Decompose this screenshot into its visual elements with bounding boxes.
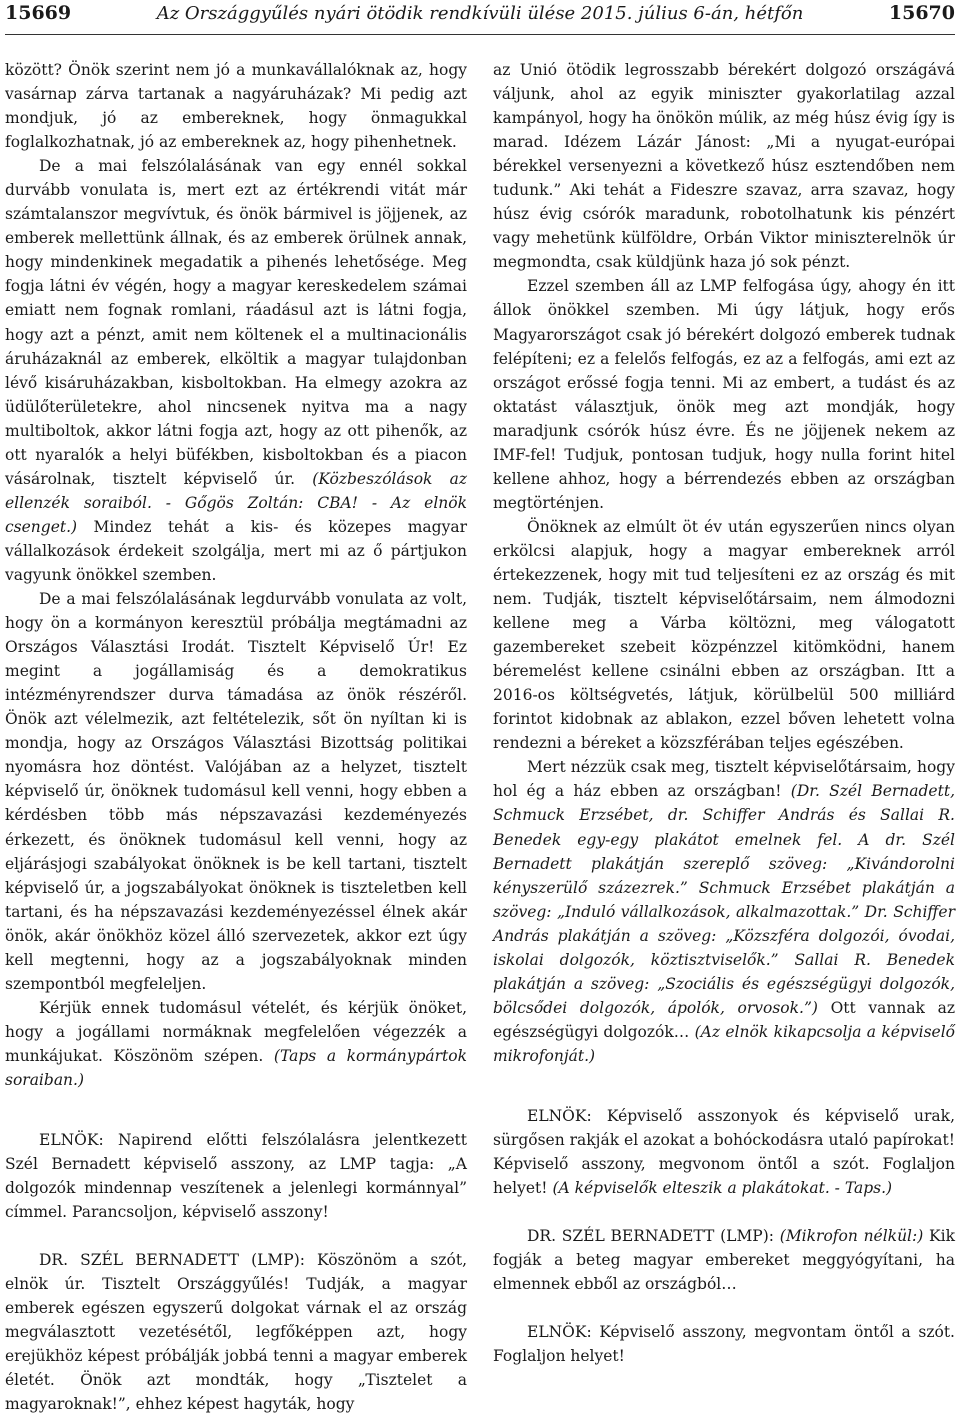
paragraph — [5, 996, 467, 1092]
paragraph-text: De a mai felszólalásának van egy ennél sokkal durvább vonulata is, mert ezt az értékrendi vitát már számtalanszor megvívtuk, és önök bármivel is jöjjenek, az emberek mellettünk állnak, és az emberek örülnek annak, hogy mindenkinek megadatik a pihenés lehetősége. Meg fogja látni év végén, hogy a magyar kereskedelem számai emiatt nem fognak romlani, ráadásul azt is látni fogja, hogy azt a pénzt, amit nem költenek el a multinacionális áruházaknál az emberek, elköltik a magyar tulajdonban lévő kisáruházakban, kisboltokban. Ha elmegy azokra az üdülőterületekre, ahol nincsenek nyitva ma a nagy multiboltok, akkor látni fogja azt, hogy az ott pihenők, az ott nyaralók a helyi büfékben, kisboltokban és a piacon vásárolnak, tisztelt képviselő úr. — [5, 157, 467, 488]
paragraph: Önöknek az elmúlt öt év után egyszerűen nincs olyan erkölcsi alapjuk, hogy a magyar embereknek arról értekezzenek, hogy mit tud teljesíteni ez az ország és mit nem. Tudják, tisztelt képviselőtársaim, nem álmodozni kellene meg a Várba költözni, meg válogatott gazembereket szebeit közpénzzel kitömködni, hanem béremelést kellene csinálni ebben az országban. Itt a 2016-os költségvetés, látjuk, körülbelül 500 milliárd forintot kidobnak az ablakon, ezzel bőven lehetett volna rendezni a béreket a közszférában teljes egészében. — [493, 517, 955, 753]
paragraph: Ezzel szemben áll az LMP felfogása úgy, ahogy én itt állok önökkel szemben. Mi úgy látjuk, hogy erős Magyarországot csak jó bérekért dolgozó emberek tudnak felépíteni; ez a felelős felfogás, ez az a felfogás, ami ezt az országot erőssé fogja tenni. Mi az embert, a tudást és az oktatást választjuk, önök meg azt mondják, hogy maradjunk csórók húsz évre. És ne jöjjenek nekem az IMF-fel! Tudjuk, pontosan tudjuk, hogy nulla forint hitel kellene ahhoz, hogy a bérrendezés ebben az országban megtörténjen. — [493, 277, 955, 512]
paragraph — [493, 755, 955, 1068]
interjection: (A képviselők elteszik a plakátokat. - Taps.) — [552, 1179, 893, 1198]
running-title: Az Országgyűlés nyári ötödik rendkívüli ülése 2015. július 6-án, hétfőn — [156, 3, 804, 24]
page-number-left: 15669 — [5, 2, 72, 24]
chair-statement: ELNÖK: Napirend előtti felszólalásra jelentkezett Szél Bernadett képviselő asszony, az LMP tagja: „A dolgozók mindennap veszítenek a jelenlegi kormánnyal” címmel. Parancsoljon, képviselő asszony! — [5, 1131, 467, 1222]
speaker-statement: DR. SZÉL BERNADETT (LMP): Köszönöm a szót, elnök úr. Tisztelt Országgyűlés! Tudják, a magyar emberek egészen egyszerű dolgokat várnak el az ország megválasztott vezetésétől, legfőképpen azt, hogy erejükhöz képest próbálják jobbá tenni a magyar emberek életét. Önök azt mondták, hogy „Tisztelet a magyaroknak!”, ehhez képest hagyták, hogy — [5, 1251, 467, 1414]
speaker-statement — [493, 1224, 955, 1296]
paragraph — [5, 154, 467, 587]
header-rule — [5, 34, 955, 35]
left-column — [5, 58, 467, 1417]
right-column — [493, 58, 955, 1368]
paragraph-text: Mert nézzük csak meg, tisztelt képviselőtársaim, hogy hol ég a ház ebben az országban! — [493, 758, 955, 801]
paragraph-text: ELNÖK: Képviselő asszonyok és képviselő urak, sürgősen rakják el azokat a bohóckodásra utaló papírokat! Képviselő asszony, megvonom öntől a szót. Foglaljon helyet! — [493, 1106, 956, 1198]
chair-statement: ELNÖK: Képviselő asszony, megvontam öntől a szót. Foglaljon helyet! — [493, 1323, 955, 1366]
interjection: (Taps a kormánypártok soraiban.) — [5, 1046, 467, 1089]
interjection: (Közbeszólások az ellenzék soraiból. - Gőgös Zoltán: CBA! - Az elnök csenget.) — [5, 469, 467, 536]
paragraph-text: Kik fogják a beteg magyar embereket meggyógyítani, ha elmennek ebből az országból… — [493, 1227, 955, 1294]
speaker-name: DR. SZÉL BERNADETT (LMP): — [527, 1227, 775, 1246]
paragraph: az Unió ötödik legrosszabb bérekért dolgozó országává váljunk, ahol az egyik miniszter gyakorlatilag azzal kampányol, hogy ha önökön múlik, az még húsz évig így is marad. Idézem Lázár Jánost: „Mi a nyugat-európai bérekkel versenyezni a következő húsz esztendőben nem tudunk.” Aki tehát a Fideszre szavaz, arra szavaz, hogy húsz évig csórók maradunk, robotolhatunk kis pénzért vagy mehetünk külföldre, Orbán Viktor miniszterelnök úr megmondta, csak küldjünk haza jó sok pénzt. — [493, 61, 955, 272]
page-header — [0, 0, 960, 44]
page-number-right: 15670 — [888, 2, 955, 24]
interjection: (Az elnök kikapcsolja a képviselő mikrofonját.) — [493, 1022, 955, 1065]
paragraph: De a mai felszólalásának legdurvább vonulata az volt, hogy ön a kormányon keresztül próbálja megtámadni az Országos Választási Irodát. Tisztelt Képviselő Úr! Ez megint a jogállamiság és a demokratikus intézményrendszer durva támadása az önök részéről. Önök azt vélelmezik, azt feltételezik, sőt ön nyíltan ki is mondja, hogy az Országos Választási Bizottság politikai nyomásra hoz döntést. Valójában az a helyzet, tisztelt képviselő úr, önöknek tudomásul kell venni, hogy ebben a kérdésben több más népszavazási kezdeményezés érkezett, és önöknek tudomásul kell venni, hogy az eljárásjogi szabályokat önöknek is be kell tartani, tisztelt képviselő úr, a jogszabályokat önöknek is tiszteletben kell tartani, és ha népszavazási kezdeményezéssel élnek akár önök, akár önökhöz közel álló szervezetek, akkor ezt úgy kell megtenni, hogy az a jogszabályoknak minden szempontból megfeleljen. — [5, 590, 467, 993]
paragraph: között? Önök szerint nem jó a munkavállalóknak az, hogy vasárnap zárva tartanak a nagyáruházak? Mi pedig azt mondjuk, jó az embereknek, hogy önmagukkal foglalkozhatnak, jó az embereknek az, hogy pihenhetnek. — [5, 61, 467, 152]
interjection: (Dr. Szél Bernadett, Schmuck Erzsébet, dr. Schiffer András és Sallai R. Benedek egy-egy plakátot emelnek fel. A dr. Szél Bernadett plakátján szereplő szöveg: „Kivándorolni kényszerülő százezrek.” Schmuck Erzsébet plakátján a szöveg: „Induló vállalkozások, alkalmazottak.” Dr. Schiffer András plakátján a szöveg: „Közszféra dolgozói, óvodai, iskolai dolgozók, köztisztviselők.” Sallai R. Benedek plakátján a szöveg: „Szociális és egészségügyi dolgozók, bölcsődei dolgozók, ápolók, orvosok.”) — [493, 782, 955, 1017]
chair-statement — [493, 1104, 955, 1200]
paragraph-text: Kérjük ennek tudomásul vételét, és kérjük önöket, hogy a jogállami normáknak megfelelően végezzék a munkájukat. Köszönöm szépen. — [5, 998, 467, 1065]
interjection: (Mikrofon nélkül:) — [779, 1227, 924, 1246]
paragraph-text: Mindez tehát a kis- és közepes magyar vállalkozások érdekeit szolgálja, mert mi az ő pártjukon vagyunk önökkel szemben. — [5, 517, 467, 584]
paragraph-text: Ott vannak az egészségügyi dolgozók… — [493, 998, 955, 1041]
